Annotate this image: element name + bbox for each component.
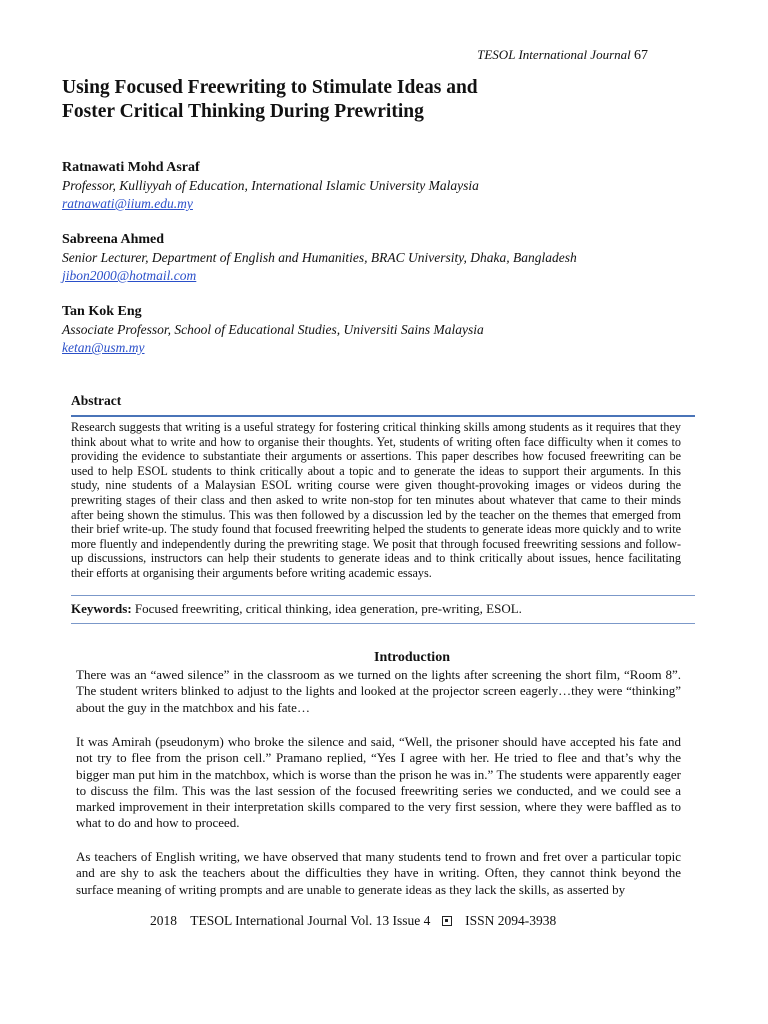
- footer-journal: TESOL International Journal Vol. 13 Issue 4: [190, 913, 431, 928]
- paper-title-line-2: Foster Critical Thinking During Prewriting: [62, 101, 424, 122]
- intro-paragraph-1: There was an “awed silence” in the classroom as we turned on the lights after screening the short film, “Room 8”. The student writers blinked to adjust to the lights and looked at the projector screen eagerly…they were “thinking” about the guy in the matchbox and his fate…: [76, 667, 681, 715]
- keywords-label: Keywords:: [71, 601, 132, 616]
- paper-title: [62, 76, 582, 124]
- author-affiliation: Professor, Kulliyyah of Education, International Islamic University Malaysia: [62, 178, 479, 193]
- author-affiliation: Senior Lecturer, Department of English and Humanities, BRAC University, Dhaka, Bangladesh: [62, 250, 577, 265]
- running-head-page-number: 67: [634, 48, 648, 63]
- footer-issn: ISSN 2094-3938: [465, 913, 557, 928]
- author-email-link[interactable]: ratnawati@iium.edu.my: [62, 196, 193, 211]
- author-block-2: [62, 231, 702, 285]
- author-block-1: [62, 159, 702, 213]
- keywords-rule: [71, 623, 695, 624]
- intro-paragraph-2: It was Amirah (pseudonym) who broke the silence and said, “Well, the prisoner should have accepted his fate and not try to flee from the prison cell.” Pramano replied, “Yes I agree with her. He tried to flee and that’s why the bigger man put him in the matchbox, which is worse than the prison he was in.” The students were apparently eager to discuss the film. This was the last session of the focused freewriting series we conducted, and we could see a marked improvement in their interpretation skills compared to the very first session, where they were baffled as to what to do and how to proceed.: [76, 734, 681, 831]
- page-footer: [150, 913, 710, 929]
- abstract-bottom-rule: [71, 595, 695, 596]
- running-head-journal: TESOL International Journal: [477, 47, 631, 62]
- abstract-text: Research suggests that writing is a useful strategy for fostering critical thinking skills among students as it requires that they think about what to write and how to organise their thoughts. Yet, students of writing often face difficulty when it comes to providing the evidence to substantiate their arguments or assertions. This paper describes how focused freewriting can be used to help ESOL students to think critically about a topic and to generate the ideas to support their arguments. In this study, nine students of a Malaysian ESOL writing course were given thought-provoking images or videos during the prewriting stages of their class and then asked to write non-stop for ten minutes about whatever that came to their minds after being shown the stimulus. This was then followed by a discussion led by the teacher on the themes that emerged from their brief write-up. The study found that focused freewriting helped the students to generate ideas more quickly and to write more fluently and independently during the prewriting stage. We posit that through focused freewriting sessions and follow-up discussions, instructors can help their students to generate ideas and to think critically about issues, hence facilitating their efforts at organising their arguments before writing academic essays.: [71, 420, 681, 580]
- author-email-link[interactable]: jibon2000@hotmail.com: [62, 268, 197, 283]
- paper-title-line-1: Using Focused Freewriting to Stimulate Ideas and: [62, 77, 478, 98]
- keywords-text: Focused freewriting, critical thinking, idea generation, pre-writing, ESOL.: [134, 601, 522, 616]
- author-name: Tan Kok Eng: [62, 304, 142, 319]
- author-name: Ratnawati Mohd Asraf: [62, 160, 200, 175]
- author-affiliation: Associate Professor, School of Educational Studies, Universiti Sains Malaysia: [62, 322, 484, 337]
- intro-paragraph-3: As teachers of English writing, we have observed that many students tend to frown and fret over a particular topic and are shy to ask the teachers about the difficulties they have in writing. Often, they cannot think beyond the surface meaning of writing prompts and are unable to generate ideas as they lack the skills, as asserted by: [76, 849, 681, 897]
- author-block-3: [62, 303, 702, 357]
- author-email-link[interactable]: ketan@usm.my: [62, 340, 145, 355]
- author-name: Sabreena Ahmed: [62, 232, 165, 247]
- square-dot-icon: [442, 916, 452, 926]
- introduction-heading: Introduction: [374, 650, 450, 665]
- abstract-top-rule: [71, 415, 695, 417]
- running-head: [477, 47, 648, 64]
- footer-year: 2018: [150, 913, 177, 928]
- abstract-heading: Abstract: [71, 393, 122, 408]
- keywords-line: [71, 601, 691, 617]
